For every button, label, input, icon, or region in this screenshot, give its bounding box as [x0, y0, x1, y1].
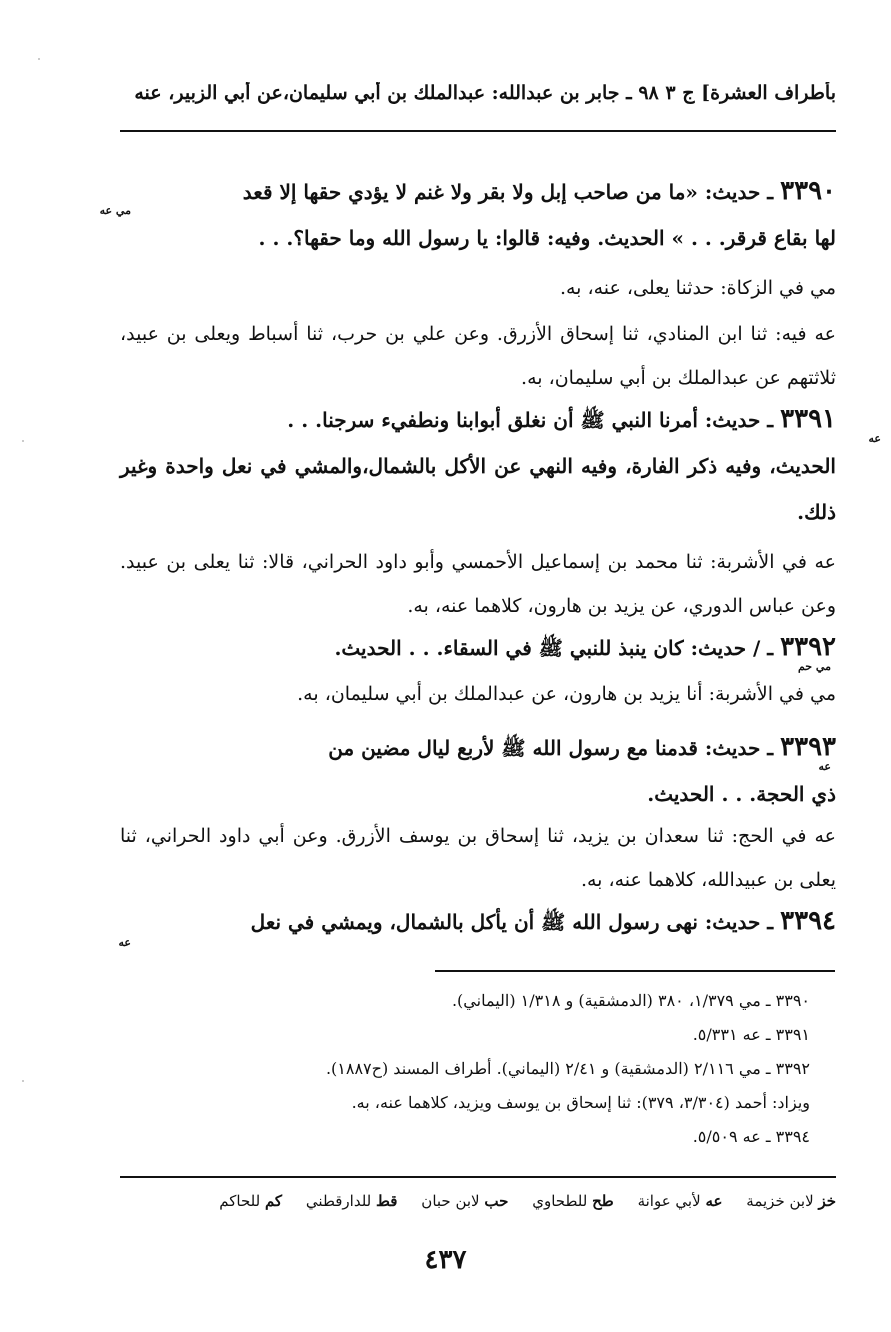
hadith-number: ٣٣٩٤ — [780, 906, 836, 936]
legend-code: حب — [484, 1192, 509, 1210]
footnote: ٣٣٩١ ـ عه ٥/٣٣١. — [692, 1025, 810, 1044]
hadith-text-line1: ـ حديث: نهى رسول الله ﷺ أن يأكل بالشمال، ويمشي في نعل — [250, 910, 774, 934]
hadith-number: ٣٣٩٣ — [780, 732, 836, 762]
hadith-entry-3393 — [120, 724, 836, 817]
hadith-text-line2: لها بقاع قرقر. . . » الحديث. وفيه: قالوا: يا رسول الله وما حقها؟. . . — [258, 226, 836, 250]
legend-code: خز — [818, 1192, 836, 1210]
hadith-text-line1: ـ حديث: أمرنا النبي ﷺ أن نغلق أبوابنا ونطفيء سرجنا. . . — [287, 408, 774, 432]
footnote: ٣٣٩٢ ـ مي ٢/١١٦ (الدمشقية) و ٢/٤١ (اليماني). أطراف المسند (ح١٨٨٧). — [325, 1059, 810, 1078]
hadith-number: ٣٣٩٠ — [780, 176, 836, 206]
footnote: ٣٣٩٤ ـ عه ٥/٥٠٩. — [692, 1127, 810, 1146]
paper-speck — [22, 1080, 24, 1082]
header-rule — [120, 130, 836, 132]
legend-code: عه — [705, 1192, 723, 1210]
source-sigla: مي عه — [99, 204, 131, 217]
hadith-entry-3390 — [120, 168, 836, 261]
footnote: ويزاد: أحمد (٣/٣٠٤، ٣٧٩): ثنا إسحاق بن يوسف ويزيد، كلاهما عنه، به. — [351, 1093, 810, 1112]
hadith-number: ٣٣٩١ — [780, 404, 836, 434]
paper-speck — [38, 58, 40, 60]
hadith-text-line2: ذي الحجة. . . الحديث. — [647, 782, 836, 806]
legend-label: للدارقطني — [305, 1192, 372, 1210]
hadith-text-line2: الحديث، وفيه ذكر الفارة، وفيه النهي عن الأكل بالشمال،والمشي في نعل واحدة وغير ذلك. — [120, 454, 836, 524]
chain-paragraph: عه فيه: ثنا ابن المنادي، ثنا إسحاق الأزرق. وعن علي بن حرب، ثنا أسباط ويعلى بن عبيد، ثلاثتهم عن عبدالملك بن أبي سليمان، به. — [120, 323, 836, 389]
source-sigla: عه — [818, 760, 831, 773]
hadith-text-line1: ـ حديث: قدمنا مع رسول الله ﷺ لأربع ليال مضين من — [328, 736, 774, 760]
hadith-entry-3391 — [120, 396, 836, 535]
legend-label: للطحاوي — [532, 1192, 588, 1210]
page-number: ٤٣٧ — [424, 1245, 467, 1275]
chain-paragraph: عه في الحج: ثنا سعدان بن يزيد، ثنا إسحاق بن يوسف الأزرق. وعن أبي داود الحراني، ثنا يعلى بن عبيدالله، كلاهما عنه، به. — [120, 825, 836, 891]
footnote: ٣٣٩٠ ـ مي ١/٣٧٩، ٣٨٠ (الدمشقية) و ١/٣١٨ (اليماني). — [451, 991, 810, 1010]
source-sigla: عه — [868, 432, 881, 445]
legend-label: لابن خزيمة — [746, 1192, 814, 1210]
legend-label: لأبي عوانة — [637, 1192, 701, 1210]
paper-speck — [22, 440, 24, 442]
legend-code: طح — [592, 1192, 614, 1210]
legend-code: قط — [376, 1192, 398, 1210]
legend-label: للحاكم — [219, 1192, 261, 1210]
hadith-text-line1: ـ / حديث: كان ينبذ للنبي ﷺ في السقاء. . . الحديث. — [334, 636, 774, 660]
abbreviation-legend — [120, 1192, 836, 1210]
hadith-entry-3394 — [120, 898, 836, 945]
hadith-number: ٣٣٩٢ — [780, 632, 836, 662]
footnote-rule — [435, 970, 835, 972]
legend-label: لابن حبان — [421, 1192, 480, 1210]
chain-paragraph: عه في الأشربة: ثنا محمد بن إسماعيل الأحمسي وأبو داود الحراني، قالا: ثنا يعلى بن عبيد. وعن عباس الدوري، عن يزيد بن هارون، كلاهما عنه، به. — [120, 551, 836, 617]
chain-paragraph: مي في الزكاة: حدثنا يعلى، عنه، به. — [559, 277, 836, 299]
legend-rule — [120, 1176, 836, 1178]
hadith-text-line1: ـ حديث: «ما من صاحب إبل ولا بقر ولا غنم لا يؤدي حقها إلا قعد — [242, 180, 774, 204]
running-header: بأطراف العشرة] ج ٣ ٩٨ ـ جابر بن عبدالله: عبدالملك بن أبي سليمان،عن أبي الزبير، عنه — [134, 82, 836, 104]
source-sigla: عه — [118, 936, 131, 949]
hadith-entry-3392 — [120, 624, 836, 671]
chain-paragraph: مي في الأشربة: أنا يزيد بن هارون، عن عبدالملك بن أبي سليمان، به. — [297, 683, 836, 705]
source-sigla: مي حم — [797, 660, 831, 673]
legend-code: كم — [264, 1192, 283, 1210]
